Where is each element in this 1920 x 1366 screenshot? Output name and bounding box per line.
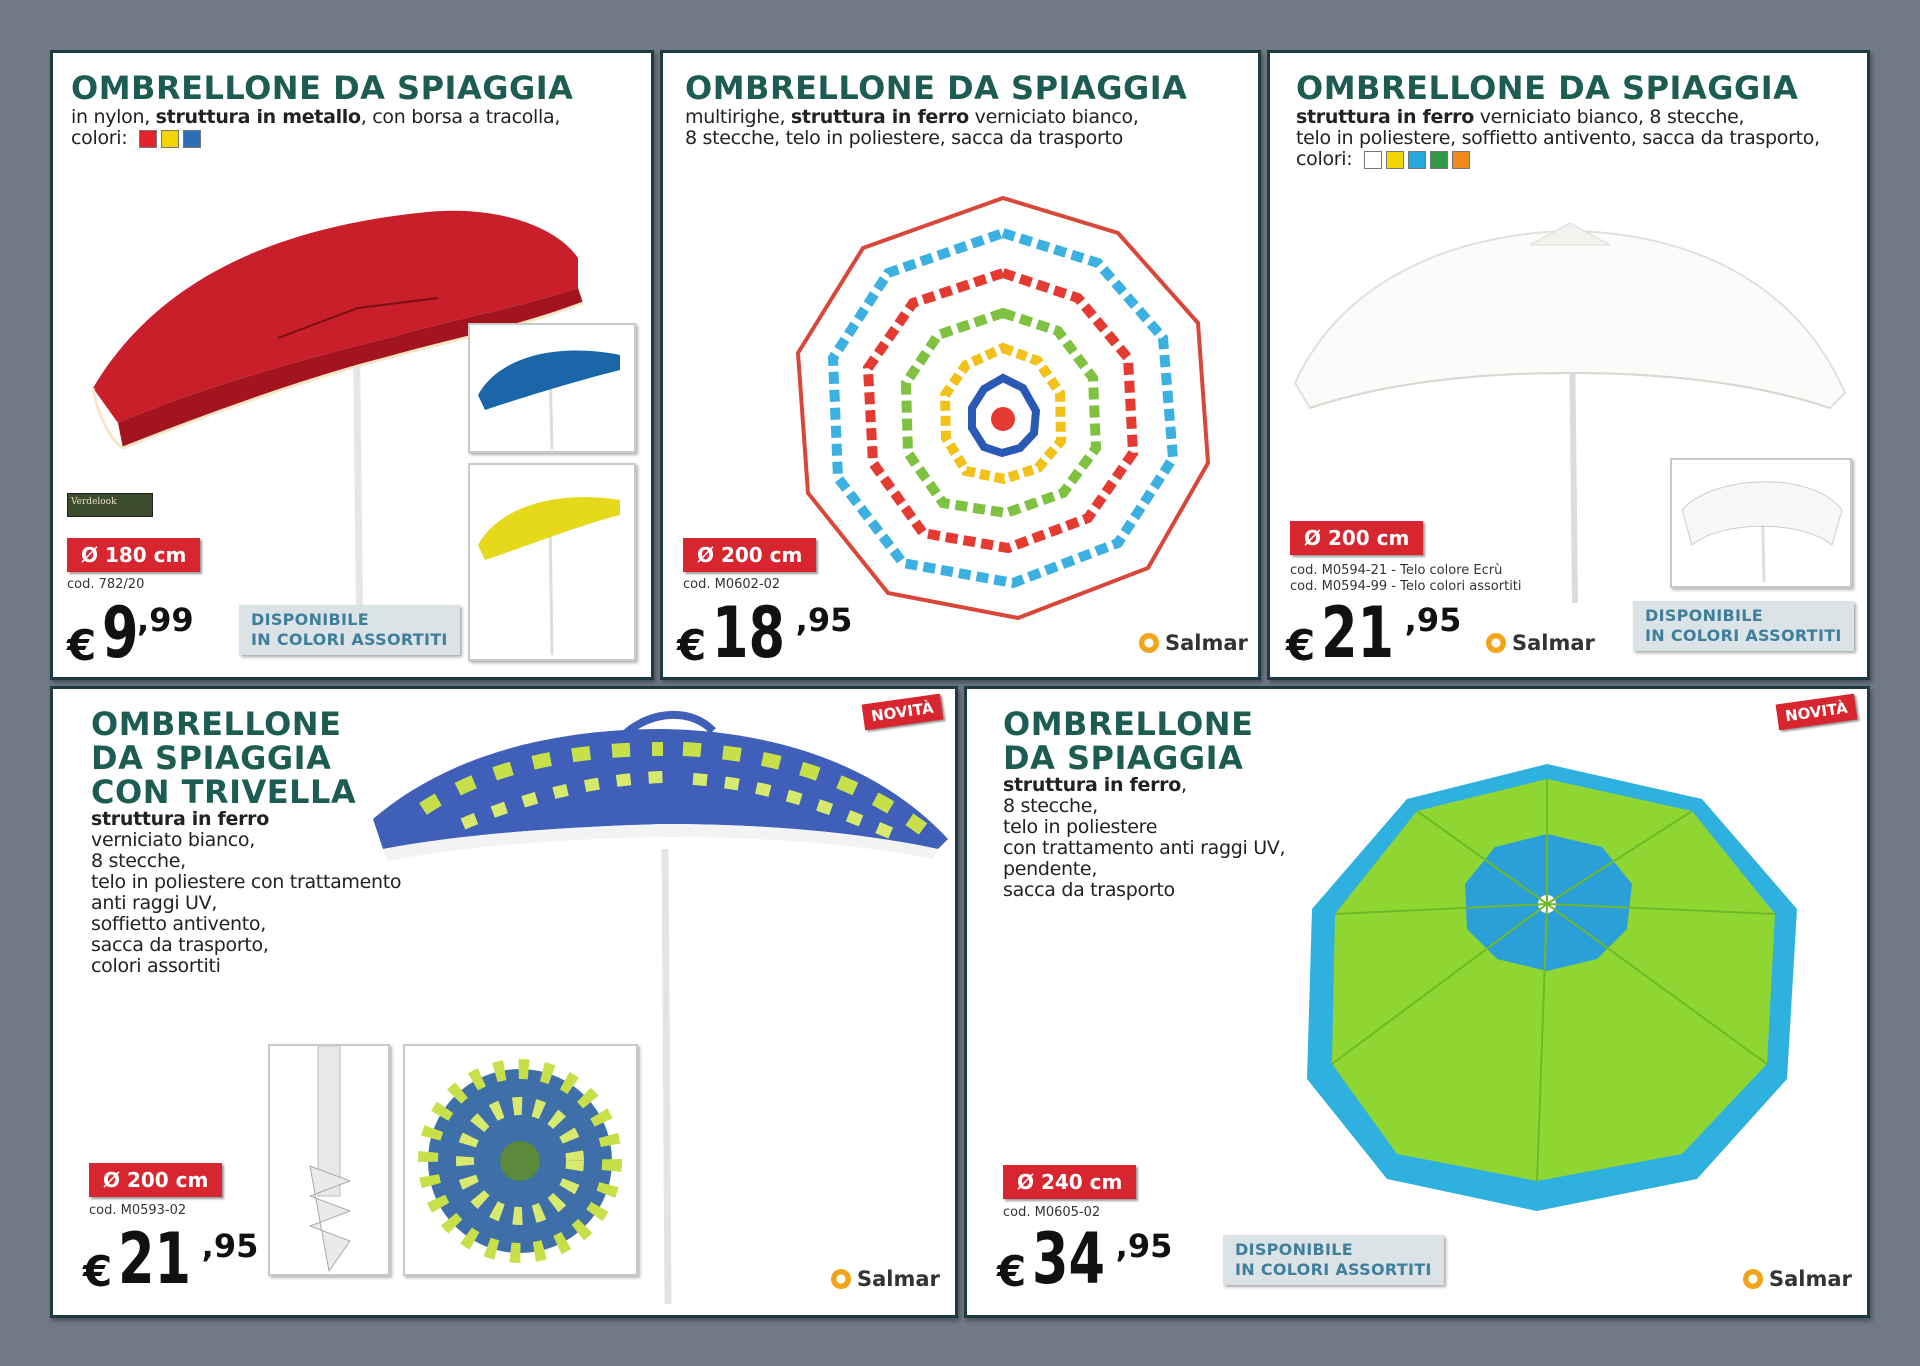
product-code: cod. M0594-21 - Telo colore Ecrù cod. M0594-99 - Telo colori assortiti	[1290, 563, 1522, 594]
available-colors-label: DISPONIBILE IN COLORI ASSORTITI	[1633, 601, 1854, 651]
color-swatches	[139, 130, 201, 148]
color-swatches	[1364, 151, 1470, 169]
inset-white-umbrella	[1670, 458, 1852, 588]
salmar-sun-icon	[1139, 633, 1159, 653]
inset-drill-tip	[268, 1044, 390, 1276]
product-title: OMBRELLONE DA SPIAGGIA	[1003, 705, 1254, 777]
product-description: in nylon, struttura in metallo, con borsa a tracolla, colori:	[71, 106, 561, 149]
swatch-blue	[183, 130, 201, 148]
available-colors-label: DISPONIBILE IN COLORI ASSORTITI	[1223, 1235, 1444, 1285]
salmar-sun-icon	[831, 1269, 851, 1289]
brand-salmar: Salmar	[1743, 1267, 1852, 1291]
brand-logo-verdelook: Verdelook	[67, 493, 153, 517]
product-code: cod. M0602-02	[683, 577, 781, 592]
product-code: cod. M0605-02	[1003, 1205, 1101, 1220]
inset-yellow-umbrella	[468, 463, 636, 661]
brand-salmar: Salmar	[1486, 631, 1595, 655]
inset-folded-umbrella	[403, 1044, 638, 1276]
product-price: € 21 ,95	[1286, 592, 1462, 674]
swatch-green	[1430, 151, 1448, 169]
size-badge: Ø 200 cm	[1290, 521, 1423, 555]
product-description: struttura in ferro verniciato bianco, 8 stecche, telo in poliestere, soffietto antivento, sacca da trasporto, colori:	[1296, 106, 1820, 170]
novita-badge: NOVITÀ	[862, 694, 944, 731]
product-title: OMBRELLONE DA SPIAGGIA	[1296, 69, 1799, 107]
product-title: OMBRELLONE DA SPIAGGIA	[71, 69, 574, 107]
product-description: multirighe, struttura in ferro verniciato bianco, 8 stecche, telo in poliestere, sacca da trasporto	[685, 106, 1139, 149]
product-price: € 21 ,95	[83, 1218, 259, 1300]
swatch-yellow	[1386, 151, 1404, 169]
size-badge: Ø 180 cm	[67, 538, 200, 572]
product-card-green-umbrella[interactable]	[964, 686, 1870, 1318]
swatch-yellow	[161, 130, 179, 148]
available-colors-label: DISPONIBILE IN COLORI ASSORTITI	[239, 605, 460, 655]
product-description: struttura in ferro, 8 stecche, telo in poliestere con trattamento anti raggi UV, pendente, sacca da trasporto	[1003, 774, 1286, 901]
product-description: struttura in ferro verniciato bianco, 8 stecche, telo in poliestere con trattamento anti raggi UV, soffietto antivento, sacca da trasporto, colori assortiti	[91, 808, 402, 977]
product-title: OMBRELLONE DA SPIAGGIA	[685, 69, 1188, 107]
product-card-white-umbrella[interactable]	[1267, 50, 1870, 680]
size-badge: Ø 240 cm	[1003, 1165, 1136, 1199]
brand-salmar: Salmar	[831, 1267, 940, 1291]
salmar-sun-icon	[1486, 633, 1506, 653]
green-umbrella-image	[1297, 749, 1817, 1219]
product-price: € 18 ,95	[677, 592, 853, 674]
swatch-light-blue	[1408, 151, 1426, 169]
product-title: OMBRELLONE DA SPIAGGIA CON TRIVELLA	[91, 705, 357, 811]
product-price: € 34 ,95	[997, 1218, 1173, 1300]
size-badge: Ø 200 cm	[89, 1163, 222, 1197]
product-code: cod. M0593-02	[89, 1203, 187, 1218]
swatch-orange	[1452, 151, 1470, 169]
brand-salmar: Salmar	[1139, 631, 1248, 655]
salmar-sun-icon	[1743, 1269, 1763, 1289]
novita-badge: NOVITÀ	[1776, 694, 1858, 731]
product-card-red-umbrella[interactable]	[50, 50, 654, 680]
product-card-multistripe-umbrella[interactable]	[660, 50, 1261, 680]
swatch-red	[139, 130, 157, 148]
product-price: € 9 ,99	[67, 592, 194, 674]
product-card-drill-umbrella[interactable]	[50, 686, 958, 1318]
product-code: cod. 782/20	[67, 577, 145, 592]
inset-blue-umbrella	[468, 323, 636, 453]
swatch-white	[1364, 151, 1382, 169]
size-badge: Ø 200 cm	[683, 538, 816, 572]
zigzag-umbrella-image	[788, 163, 1228, 633]
